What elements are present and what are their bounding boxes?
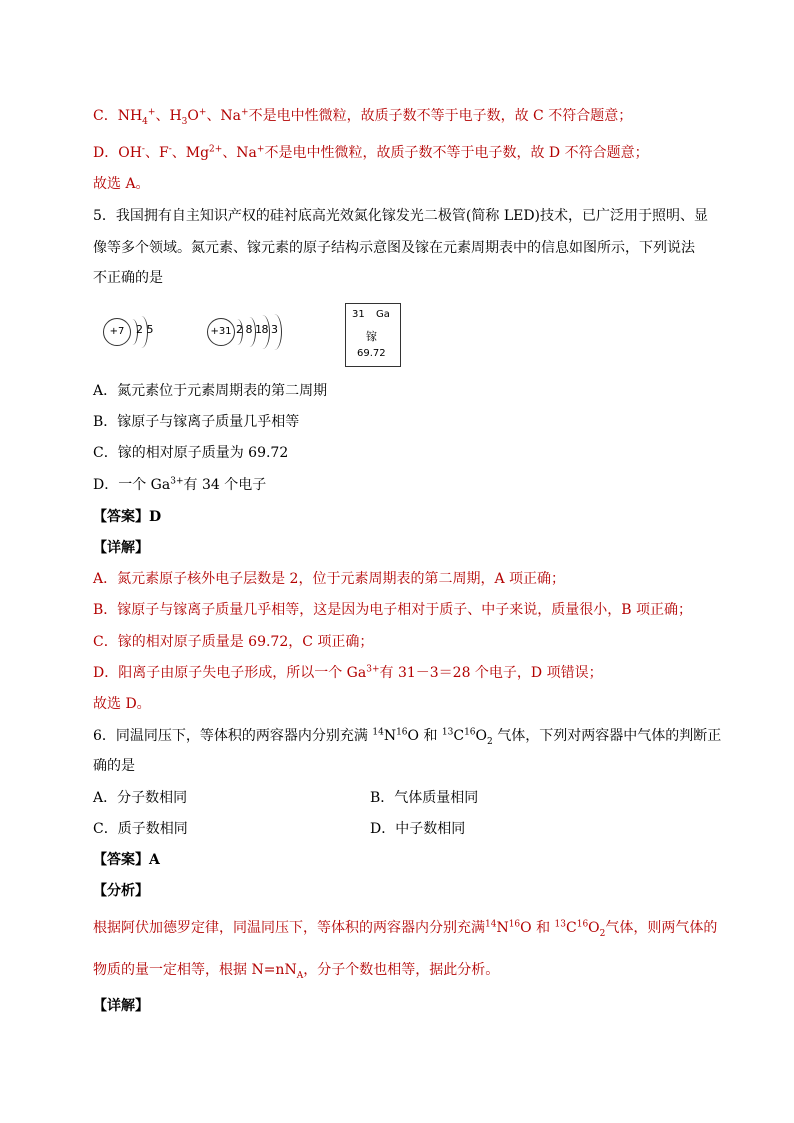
q5-option-d: D．一个 $Ga^{3+}$有 34 个电子 xyxy=(93,476,267,493)
q4-conclusion: 故选 A。 xyxy=(93,176,150,192)
q6-option-c: C．质子数相同 xyxy=(93,821,188,837)
nitrogen-shells: 2 5 xyxy=(136,323,154,336)
q5-stem-line3: 不正确的是 xyxy=(93,270,163,286)
q5-option-c: C．镓的相对原子质量为 69.72 xyxy=(93,445,289,461)
q6-analysis-label: 【分析】 xyxy=(93,883,149,899)
q5-detail-c: C．镓的相对原子质量是 69.72，C 项正确； xyxy=(93,634,374,650)
atomic-number: 31 xyxy=(352,309,365,320)
nitrogen-nucleus: +7 xyxy=(103,318,131,346)
q5-detail-b: B．镓原子与镓离子质量几乎相等，这是因为电子相对于质子、中子来说，质量很小，B 项正确； xyxy=(93,602,693,618)
element-symbol: Ga xyxy=(376,309,390,320)
q6-analysis-line2: 物质的量一定相等，根据 $N=nN_A$，分子个数也相等，据此分析。 xyxy=(93,962,500,981)
q6-detail-label: 【详解】 xyxy=(93,998,149,1014)
q4-option-d-explanation: D．OH-、F-、$Mg^{2+}$、Na+不是电中性微粒，故质子数不等于电子数，故 D 不符合题意； xyxy=(93,144,649,161)
gallium-periodic-cell xyxy=(345,303,401,367)
q6-analysis-line1: 根据阿伏加德罗定律，同温同压下，等体积的两容器内分别充满$^{14}N^{16}O$ 和 $^{13}C^{16}O_2$气体，则两气体的 xyxy=(93,919,718,939)
nitrogen-atom-diagram xyxy=(103,318,163,348)
q6-option-b: B．气体质量相同 xyxy=(370,790,479,806)
q5-option-a: A．氮元素位于元素周期表的第二周期 xyxy=(93,383,328,399)
gallium-nucleus: +31 xyxy=(207,318,235,346)
q6-option-d: D．中子数相同 xyxy=(370,821,466,837)
q5-option-b: B．镓原子与镓离子质量几乎相等 xyxy=(93,414,300,430)
q5-detail-a: A．氮元素原子核外电子层数是 2，位于元素周期表的第二周期，A 项正确； xyxy=(93,571,566,587)
q5-conclusion: 故选 D。 xyxy=(93,696,151,712)
atomic-mass: 69.72 xyxy=(357,348,386,359)
q5-stem-line1: 5．我国拥有自主知识产权的硅衬底高光效氮化镓发光二极管(简称 LED)技术，已广泛用于照明、显 xyxy=(93,208,709,224)
q4-option-c-explanation: C．$NH_4^+$、$H_3O^+$、Na+不是电中性微粒，故质子数不等于电子数，故 C 不符合题意； xyxy=(93,107,633,127)
gallium-shells: 2 8 18 3 xyxy=(236,323,278,336)
element-name: 镓 xyxy=(366,330,377,343)
q6-option-a: A．分子数相同 xyxy=(93,790,188,806)
q6-stem-line2: 确的是 xyxy=(93,758,135,774)
q6-stem-line1: 6．同温同压下，等体积的两容器内分别充满 $^{14}N^{16}O$ 和 $^{13}C^{16}O_2$ 气体，下列对两容器中气体的判断正 xyxy=(93,727,722,747)
q6-answer: 【答案】A xyxy=(93,852,160,868)
q5-stem-line2: 像等多个领域。氮元素、镓元素的原子结构示意图及镓在元素周期表中的信息如图所示，下列说法 xyxy=(93,240,695,256)
gallium-atom-diagram xyxy=(207,318,297,348)
q5-detail-d: D．阳离子由原子失电子形成，所以一个 $Ga^{3+}$有 31－3＝28 个电子，D 项错误； xyxy=(93,664,603,681)
q5-detail-label: 【详解】 xyxy=(93,540,149,556)
q5-answer: 【答案】D xyxy=(93,509,162,525)
